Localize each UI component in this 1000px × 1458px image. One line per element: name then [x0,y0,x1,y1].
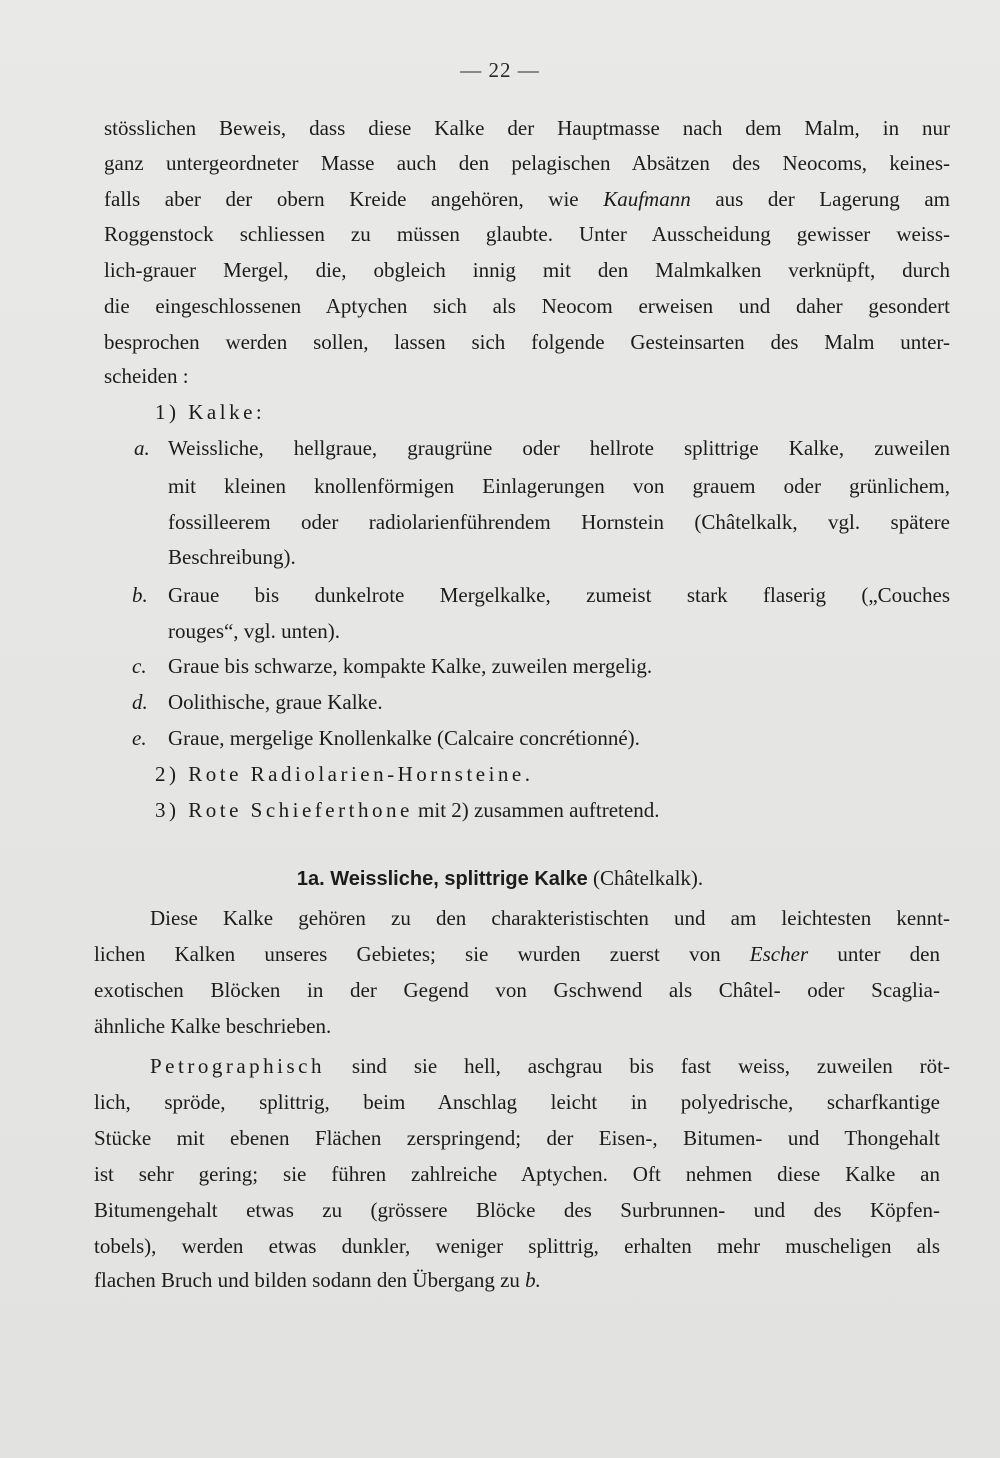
list-item-a-line: mit kleinen knollenförmigen Einlagerungen von grauem oder grünlichem, [168,474,950,498]
text-line [94,940,940,968]
author-name-italic: Kaufmann [603,187,691,211]
text-fragment: lichen Kalken unseres Gebietes; sie wurden zuerst von [94,942,721,966]
text-line: exotischen Blöcken in der Gegend von Gschwend als Châtel- oder Scaglia- [94,978,940,1002]
text-line: ist sehr gering; sie führen zahlreiche Aptychen. Oft nehmen diese Kalke an [94,1162,940,1186]
text-fragment: flachen Bruch und bilden sodann den Übergang zu [94,1268,520,1292]
page-number: — 22 — [460,58,540,82]
list-item-d: Oolithische, graue Kalke. [168,690,383,714]
list-item-b-line: rouges“, vgl. unten). [168,619,341,643]
text-line: scheiden : [104,364,189,388]
text-line: tobels), werden etwas dunkler, weniger splittrig, erhalten mehr muscheligen als [94,1234,940,1258]
text-fragment: sind sie hell, aschgrau bis fast weiss, zuweilen röt- [351,1054,950,1078]
list-item-a-line: fossilleerem oder radiolarienführendem Hornstein (Châtelkalk, vgl. spätere [168,510,950,534]
list-marker-d: d. [132,690,148,714]
text-line [150,1052,950,1080]
list-marker-a: a. [134,436,150,460]
text-line: ganz untergeordneter Masse auch den pelagischen Absätzen des Neocoms, keines- [104,151,950,175]
list-marker-e: e. [132,726,147,750]
list-item-hornsteine: 2) Rote Radiolarien-Hornsteine. [155,762,534,786]
text-line: Bitumengehalt etwas zu (grössere Blöcke des Surbrunnen- und des Köpfen- [94,1198,940,1222]
text-line: Roggenstock schliessen zu müssen glaubte. Unter Ausscheidung gewisser weiss- [104,222,950,246]
italic-reference: b. [525,1268,541,1292]
section-heading-bold: 1a. Weissliche, splittrige Kalke [296,868,588,890]
text-line: lich, spröde, splittrig, beim Anschlag leicht in polyedrische, scharfkantige [94,1090,940,1114]
text-line [104,185,950,213]
list-marker-c: c. [132,654,147,678]
section-heading-note: (Châtelkalk). [592,866,704,890]
text-line: ähnliche Kalke beschrieben. [94,1014,332,1038]
list-item-c: Graue bis schwarze, kompakte Kalke, zuweilen mergelig. [168,654,653,678]
text-fragment: unter den [837,942,940,966]
list-item-kalke: 1) Kalke: [155,400,266,424]
text-line: Stücke mit ebenen Flächen zerspringend; der Eisen-, Bitumen- und Thongehalt [94,1126,940,1150]
list-item-b-line: Graue bis dunkelrote Mergelkalke, zumeist stark flaserig („Couches [168,583,950,607]
list-item-e: Graue, mergelige Knollenkalke (Calcaire concrétionné). [168,726,640,750]
text-line: Diese Kalke gehören zu den charakteristischten und am leichtesten kennt- [150,906,950,930]
list-item-a-line: Beschreibung). [168,545,296,569]
section-heading [0,864,1000,893]
spaced-text: 3) Rote Schieferthone [155,798,413,822]
text-fragment: falls aber der obern Kreide angehören, wie [104,187,579,211]
list-marker-b: b. [132,583,148,607]
spaced-text: Petrographisch [150,1054,325,1078]
text-line: besprochen werden sollen, lassen sich folgende Gesteinsarten des Malm unter- [104,330,950,354]
text-fragment: aus der Lagerung am [715,187,950,211]
text-line: lich-grauer Mergel, die, obgleich innig mit den Malmkalken verknüpft, durch [104,258,950,282]
author-name-italic: Escher [749,942,809,966]
list-item-a-line: Weissliche, hellgraue, graugrüne oder hellrote splittrige Kalke, zuweilen [168,436,950,460]
text-line [94,1266,940,1294]
text-fragment: mit 2) zusammen auftretend. [418,798,660,822]
text-line: stösslichen Beweis, dass diese Kalke der Hauptmasse nach dem Malm, in nur [104,116,950,140]
text-line: die eingeschlossenen Aptychen sich als Neocom erweisen und daher gesondert [104,294,950,318]
list-item-schieferthone [155,796,950,824]
